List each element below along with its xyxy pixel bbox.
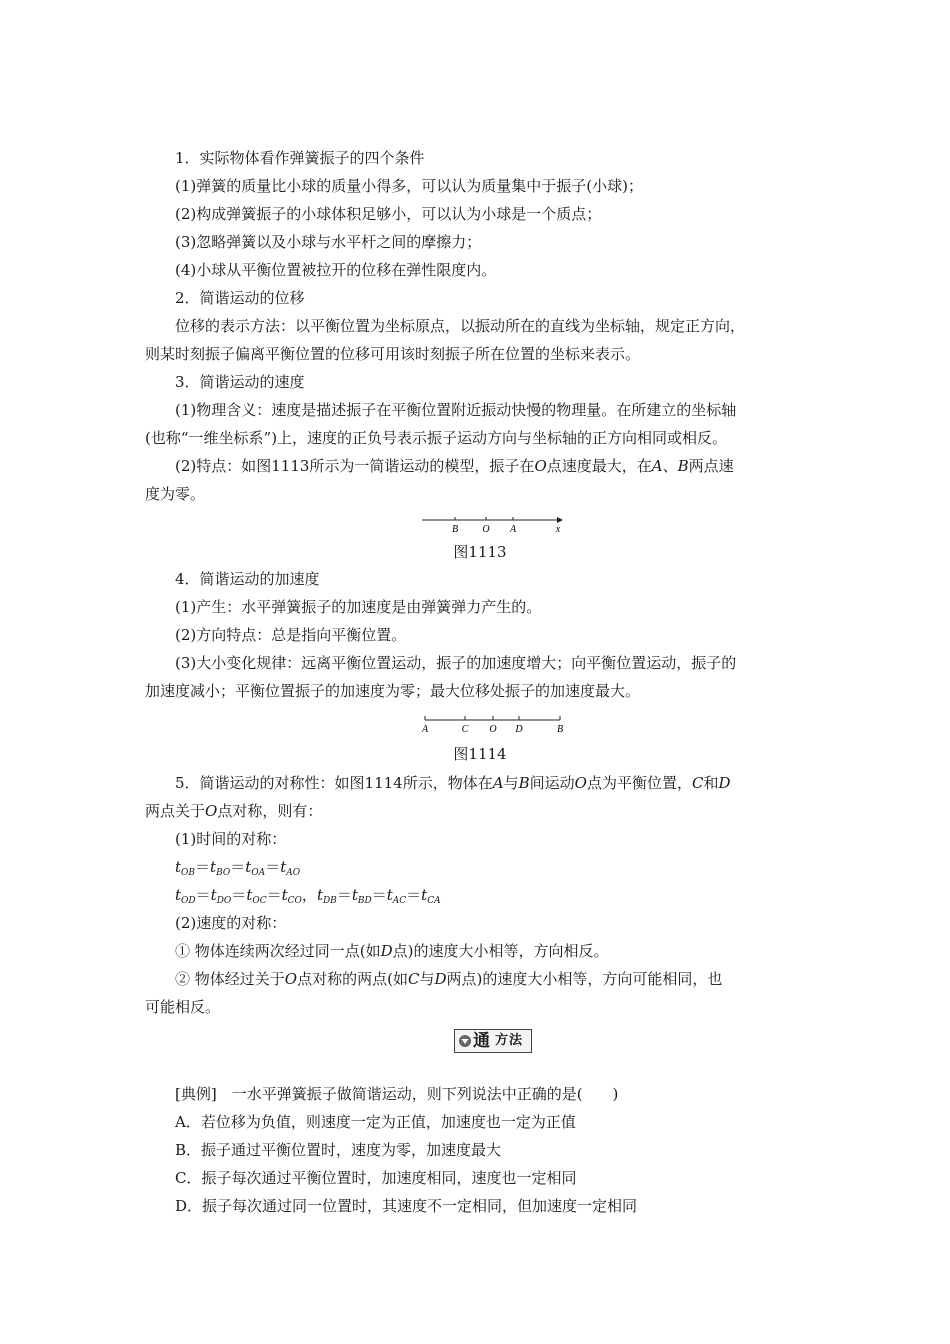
time-subscript: DO xyxy=(216,896,232,906)
time-subscript: AC xyxy=(392,896,407,906)
equals-sign: ＝ xyxy=(406,886,422,904)
figure-1114-label: A xyxy=(421,724,429,735)
section4-item: 加速度减小；平衡位置振子的加速度为零；最大位移处振子的加速度最大。 xyxy=(145,682,641,700)
section3-text: 度为零。 xyxy=(145,485,206,503)
figure-1114-label: B xyxy=(556,724,564,735)
section3-text: (1)物理含义：速度是描述振子在平衡位置附近振动快慢的物理量。在所建立的坐标轴 xyxy=(175,401,737,419)
time-subscript: OD xyxy=(181,896,196,906)
section3-title: 3．简谐运动的速度 xyxy=(175,373,305,391)
figure-1114-axis xyxy=(417,714,567,736)
time-variable: t xyxy=(246,886,253,904)
figure-1113-axis xyxy=(420,514,565,536)
equals-sign: ＝ xyxy=(265,858,281,876)
figure-1114-label: C xyxy=(461,724,469,735)
section4-item: (1)产生：水平弹簧振子的加速度是由弹簧弹力产生的。 xyxy=(175,598,542,616)
section1-item: (1)弹簧的质量比小球的质量小得多，可以认为质量集中于振子(小球)； xyxy=(175,177,643,195)
equals-sign: ＝ xyxy=(231,886,247,904)
time-symmetry-equation-1 xyxy=(175,857,300,883)
section5-text: 5．简谐运动的对称性：如图1114所示，物体在A与B间运动O点为平衡位置，C和D xyxy=(175,774,731,792)
time-subscript: BO xyxy=(216,868,231,878)
section4-title: 4．简谐运动的加速度 xyxy=(175,570,320,588)
time-subscript: OA xyxy=(251,868,266,878)
section5-text: ② 物体经过关于O点对称的两点(如C与D两点)的速度大小相等，方向可能相同，也 xyxy=(175,970,723,988)
time-subscript: DB xyxy=(322,896,337,906)
time-variable: t xyxy=(245,858,252,876)
time-subscript: OB xyxy=(181,868,196,878)
section2-text: 位移的表示方法：以平衡位置为坐标原点，以振动所在的直线为坐标轴，规定正方向， xyxy=(175,317,746,335)
time-subscript: AO xyxy=(286,868,301,878)
equals-sign: ＝ xyxy=(371,886,387,904)
section4-item: (3)大小变化规律：远离平衡位置运动，振子的加速度增大；向平衡位置运动，振子的 xyxy=(175,654,737,672)
figure-1113-label: O xyxy=(482,524,490,535)
method-badge xyxy=(454,1029,532,1053)
figure-1113-label: x xyxy=(555,524,561,535)
section4-item: (2)方向特点：总是指向平衡位置。 xyxy=(175,626,407,644)
example-option: D．振子每次通过同一位置时，其速度不一定相同，但加速度一定相同 xyxy=(175,1197,638,1215)
time-variable: t xyxy=(210,858,217,876)
time-symmetry-equation-2 xyxy=(175,885,441,911)
time-variable: t xyxy=(175,886,182,904)
figure-1114-caption: 图1114 xyxy=(453,745,507,763)
badge-marker-icon xyxy=(458,1034,472,1048)
section1-item: (2)构成弹簧振子的小球体积足够小，可以认为小球是一个质点； xyxy=(175,205,602,223)
figure-1114-label: O xyxy=(489,724,497,735)
badge-main-char: 通 xyxy=(473,1031,490,1051)
badge-label: 方法 xyxy=(495,1033,524,1048)
section5-subtitle: (2)速度的对称： xyxy=(175,914,287,932)
section1-title: 1．实际物体看作弹簧振子的四个条件 xyxy=(175,149,425,167)
section3-text: (也称“一维坐标系”)上，速度的正负号表示振子运动方向与坐标轴的正方向相同或相反。 xyxy=(145,429,728,447)
time-variable: t xyxy=(280,858,287,876)
section5-subtitle: (1)时间的对称： xyxy=(175,830,287,848)
time-variable: t xyxy=(316,886,323,904)
section2-text: 则某时刻振子偏离平衡位置的位移可用该时刻振子所在位置的坐标来表示。 xyxy=(145,345,641,363)
time-variable: t xyxy=(421,886,428,904)
time-subscript: CO xyxy=(287,896,302,906)
section5-text: 两点关于O点对称，则有： xyxy=(145,802,323,820)
time-variable: t xyxy=(175,858,182,876)
example-option: C．振子每次通过平衡位置时，加速度相同，速度也一定相同 xyxy=(175,1169,577,1187)
time-variable: t xyxy=(281,886,288,904)
section1-item: (3)忽略弹簧以及小球与水平杆之间的摩擦力； xyxy=(175,233,482,251)
figure-1113-label: B xyxy=(451,524,459,535)
section3-text: (2)特点：如图1113所示为一简谐运动的模型，振子在O点速度最大，在A、B两点速 xyxy=(175,457,734,475)
section1-item: (4)小球从平衡位置被拉开的位移在弹性限度内。 xyxy=(175,261,497,279)
time-variable: t xyxy=(351,886,358,904)
time-subscript: OC xyxy=(252,896,267,906)
figure-1114-label: D xyxy=(515,724,523,735)
section2-title: 2．简谐运动的位移 xyxy=(175,289,305,307)
equals-sign: ＝ xyxy=(195,858,211,876)
equals-sign: ＝ xyxy=(195,886,211,904)
time-subscript: CA xyxy=(427,896,441,906)
example-stem: [典例] 一水平弹簧振子做简谐运动，则下列说法中正确的是( ) xyxy=(175,1085,619,1103)
section5-text: ① 物体连续两次经过同一点(如D点)的速度大小相等，方向相反。 xyxy=(175,942,609,960)
section5-text: 可能相反。 xyxy=(145,998,221,1016)
time-variable: t xyxy=(386,886,393,904)
equation-separator: ， xyxy=(301,886,317,904)
time-subscript: BD xyxy=(357,896,372,906)
example-option: A．若位移为负值，则速度一定为正值，加速度也一定为正值 xyxy=(175,1113,576,1131)
equals-sign: ＝ xyxy=(230,858,246,876)
example-option: B．振子通过平衡位置时，速度为零，加速度最大 xyxy=(175,1141,502,1159)
figure-1113-label: A xyxy=(509,524,517,535)
equals-sign: ＝ xyxy=(266,886,282,904)
equals-sign: ＝ xyxy=(336,886,352,904)
time-variable: t xyxy=(210,886,217,904)
figure-1113-caption: 图1113 xyxy=(453,543,507,561)
